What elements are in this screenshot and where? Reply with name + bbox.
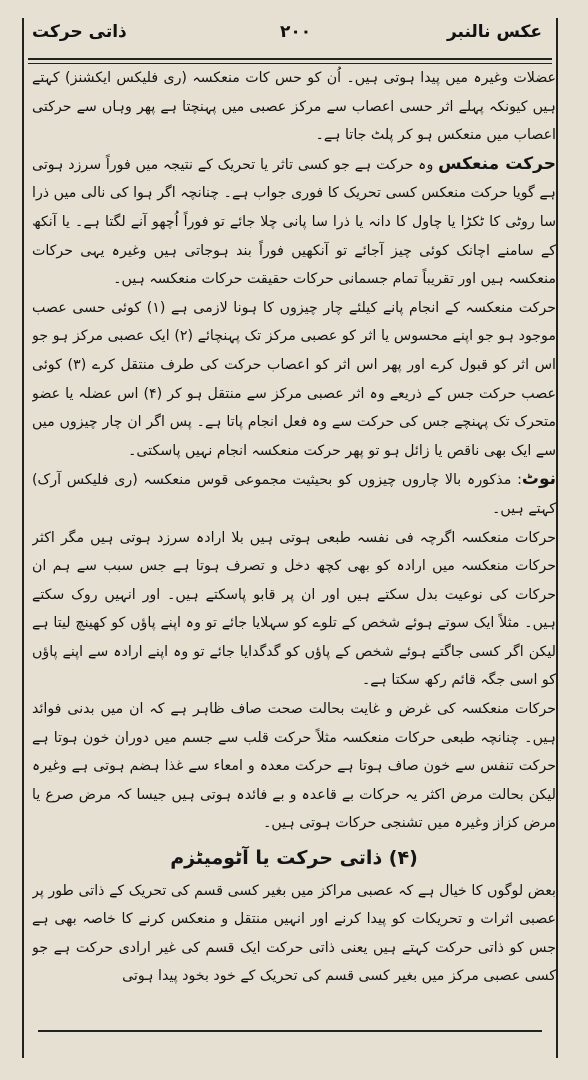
note-label: نوٹ — [521, 469, 556, 490]
paragraph-2 — [32, 150, 556, 294]
paragraph-text: بعض لوگوں کا خیال ہے کہ عصبی مراکز میں بغیر کسی قسم کی تحریک کے ذاتی طور پر عصبی اثرات و تحریکات کو پیدا کرنے اور انہیں منتقل و منعکس کرنے کا خاصہ بھی ہے جس کو ذاتی حرکت کہتے ہیں یعنی ذاتی حرکت ایک قسم کی غیر ارادی حرکت ہے جو کسی عصبی مرکز میں بغیر کسی قسم کی تحریک کے خود بخود پیدا ہوتی — [32, 882, 556, 985]
paragraph-text: حرکت منعکسہ کے انجام پانے کیلئے چار چیزوں کا ہونا لازمی ہے (۱) کوئی حسی عصب موجود ہو جو اپنے محسوس یا اثر کو عصبی مرکز تک پہنچائے (۲) ایک عصبی مرکز ہو جو اس اثر کو قبول کرے اور پھر اس اثر کو اعصاب حرکت کی طرف منتقل کرے (۳) کوئی عصب حرکت جس کے ذریعے وہ اثر عصبی مرکز سے منتقل ہو کر (۴) اس عضلہ یا عضو متحرک تک پہنچے جس کی حرکت سے وہ فعل انجام پاتا ہے۔ پس اگر ان چار چیزوں میں سے ایک بھی ناقص یا زائل ہو تو پھر حرکت منعکسہ انجام نہیں پاسکتی۔ — [32, 299, 556, 459]
footer-rule — [38, 1030, 542, 1032]
term-reflex-action: حرکت منعکس — [438, 153, 556, 174]
paragraph-text: حرکات منعکسہ اگرچہ فی نفسہ طبعی ہوتی ہیں بلا ارادہ سرزد ہوتی ہیں مگر اکثر حرکات منعکسہ میں ارادہ کو بھی کچھ دخل و تصرف ہوتا ہے جس سبب سے ہم ان حرکات کی نوعیت بدل سکتے ہیں اور ان پر قابو پاسکتے ہیں۔ اور انہیں روک سکتے ہیں۔ مثلاً ایک سوتے ہوئے شخص کے تلوے کو سہلایا جائے تو وہ اپنے پاؤں کو کھینچ لیتا ہے لیکن اگر کسی جاگتے ہوئے شخص کے پاؤں کو گدگدایا جائے تو وہ اپنے ارادہ سے اپنے پاؤں کو اسی جگہ قائم رکھ سکتا ہے۔ — [32, 529, 556, 689]
final-paragraph — [32, 877, 556, 991]
paragraph-1 — [32, 64, 556, 150]
paragraph-3 — [32, 294, 556, 466]
paragraph-5 — [32, 524, 556, 696]
page-body — [32, 64, 556, 1028]
book-title: عکس نالنبر — [446, 22, 542, 42]
paragraph-6 — [32, 695, 556, 838]
page-number: ۲۰۰ — [280, 22, 312, 42]
note-paragraph — [32, 465, 556, 523]
section-heading: (۴) ذاتی حرکت یا آٹومیٹزم — [170, 847, 418, 870]
paragraph-text: عضلات وغیرہ میں پیدا ہوتی ہیں۔ اُن کو حس کات منعکسہ (ری فلیکس ایکشنز) کہتے ہیں کیونکہ پہلے اثر حسی اعصاب سے مرکز عصبی میں پہنچتا ہے پھر وہاں سے حرکتی اعصاب میں منعکس ہو کر پلٹ جاتا ہے۔ — [32, 70, 556, 144]
paragraph-text: : مذکورہ بالا چاروں چیزوں کو بحیثیت مجموعی قوس منعکسہ (ری فلیکس آرک) کہتے ہیں۔ — [32, 472, 556, 517]
chapter-label: ذاتی حرکت — [32, 22, 127, 42]
paragraph-text: حرکات منعکسہ کی غرض و غایت بحالت صحت صاف ظاہر ہے کہ ان میں بدنی فوائد ہیں۔ چنانچہ طبعی حرکات منعکسہ مثلاً حرکت قلب سے جسم میں دوران خون ہوتا ہے حرکت تنفس سے خون صاف ہوتا ہے حرکت معدہ و امعاء سے غذا ہضم ہوتی ہے وغیرہ لیکن بحالت مرض اکثر یہ حرکات بے قاعدہ و بے فائدہ ہوتی ہیں جیسا کہ مرض صرع یا مرض کزاز وغیرہ میں تشنجی حرکات ہوتی ہیں۔ — [32, 701, 556, 832]
paragraph-text: وہ حرکت ہے جو کسی تاثر یا تحریک کے نتیجہ میں فوراً سرزد ہوتی ہے گویا حرکت منعکس کسی تحریک کا فوری جواب ہے۔ چنانچہ اگر ہوا کی نالی میں ذرا سا روٹی کا ٹکڑا یا چاول کا دانہ یا ذرا سا پانی چلا جائے تو فوراً اُچھو آنے لگتا ہے۔ یا آنکھ کے سامنے اچانک کوئی چیز آجائے تو آنکھیں فوراً بند ہوجاتی ہیں وغیرہ یہی حرکات منعکسہ ہیں اور تقریباً تمام جسمانی حرکات حقیقت حرکات منعکسہ ہیں۔ — [32, 156, 556, 288]
